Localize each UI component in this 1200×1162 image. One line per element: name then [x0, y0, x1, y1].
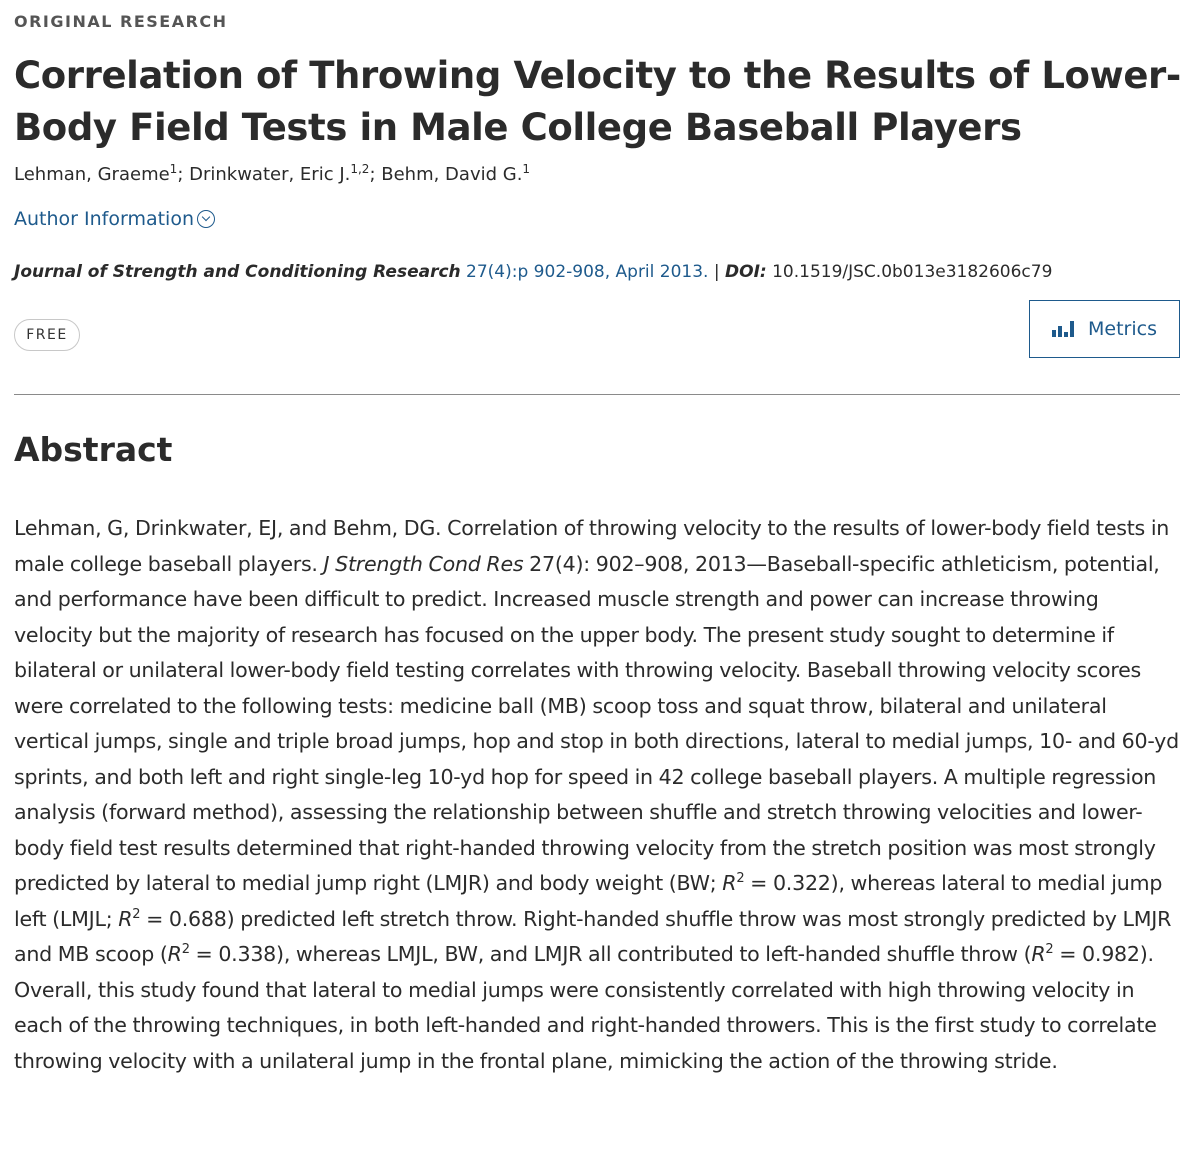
abstract-heading: Abstract: [14, 430, 173, 469]
abstract-text: Lehman, G, Drinkwater, EJ, and Behm, DG. Correlation of throwing velocity to the results of lower-body field tests in male college baseball players. J Strength Cond Res 27(4): 902–908, 2013—Baseball-specific athleticism, potential, and performance have been difficult to predict. Increased muscle strength and power can increase throwing velocity but the majority of research has focused on the upper body. The present study sought to determine if bilateral or unilateral lower-body field testing correlates with throwing velocity. Baseball throwing velocity scores were correlated to the following tests: medicine ball (MB) scoop toss and squat throw, bilateral and unilateral vertical jumps, single and triple broad jumps, hop and stop in both directions, lateral to medial jumps, 10- and 60-yd sprints, and both left and right single-leg 10-yd hop for speed in 42 college baseball players. A multiple regression analysis (forward method), assessing the relationship between shuffle and stretch throwing velocities and lower-body field test results determined that right-handed throwing velocity from the stretch position was most strongly predicted by lateral to medial jump right (LMJR) and body weight (BW; $R^2 = 0.322$), whereas lateral to medial jump left (LMJL; $R^2 = 0.688$) predicted left stretch throw. Right-handed shuffle throw was most strongly predicted by LMJR and MB scoop $(R^2 = 0.338)$, whereas LMJL, BW, and LMJR all contributed to left-handed shuffle throw $(R^2 = 0.982)$. Overall, this study found that lateral to medial jumps were consistently correlated with high throwing velocity in each of the throwing techniques, in both left-handed and right-handed throwers. This is the first study to correlate throwing velocity with a unilateral jump in the frontal plane, mimicking the action of the throwing stride.: [14, 516, 1179, 1073]
author-affiliation: 1: [169, 162, 178, 176]
metrics-label: Metrics: [1088, 318, 1157, 340]
author-name[interactable]: Behm, David G.: [381, 164, 523, 185]
citation-line: [14, 262, 1052, 282]
journal-name: Journal of Strength and Conditioning Research: [14, 262, 461, 282]
section-divider: [14, 394, 1180, 395]
citation-separator: |: [713, 262, 720, 282]
author-affiliation: 1,2: [350, 162, 370, 176]
bar-chart-icon: [1052, 321, 1076, 337]
author-information-toggle[interactable]: [14, 208, 215, 230]
journal-abbreviation: J Strength Cond Res: [323, 551, 524, 576]
author-information-label: Author Information: [14, 208, 194, 230]
chevron-down-icon: [197, 210, 215, 228]
author-list: Lehman, Graeme$^1$; Drinkwater, Eric J.$^{1,2}$; Behm, David G.$^1$: [14, 162, 531, 185]
doi-label: DOI:: [725, 262, 767, 282]
article-title: Correlation of Throwing Velocity to the Results of Lower-Body Field Tests in Male College Baseball Players: [14, 54, 1181, 149]
metrics-button[interactable]: [1029, 300, 1180, 358]
doi-value: 10.1519/JSC.0b013e3182606c79: [772, 262, 1053, 282]
author-name[interactable]: Drinkwater, Eric J.: [189, 164, 351, 185]
author-affiliation: 1: [522, 162, 531, 176]
free-access-badge: FREE: [14, 319, 80, 351]
volume-issue-link[interactable]: 27(4):p 902-908, April 2013.: [466, 262, 709, 282]
author-name[interactable]: Lehman, Graeme: [14, 164, 170, 185]
section-label: ORIGINAL RESEARCH: [14, 12, 228, 31]
